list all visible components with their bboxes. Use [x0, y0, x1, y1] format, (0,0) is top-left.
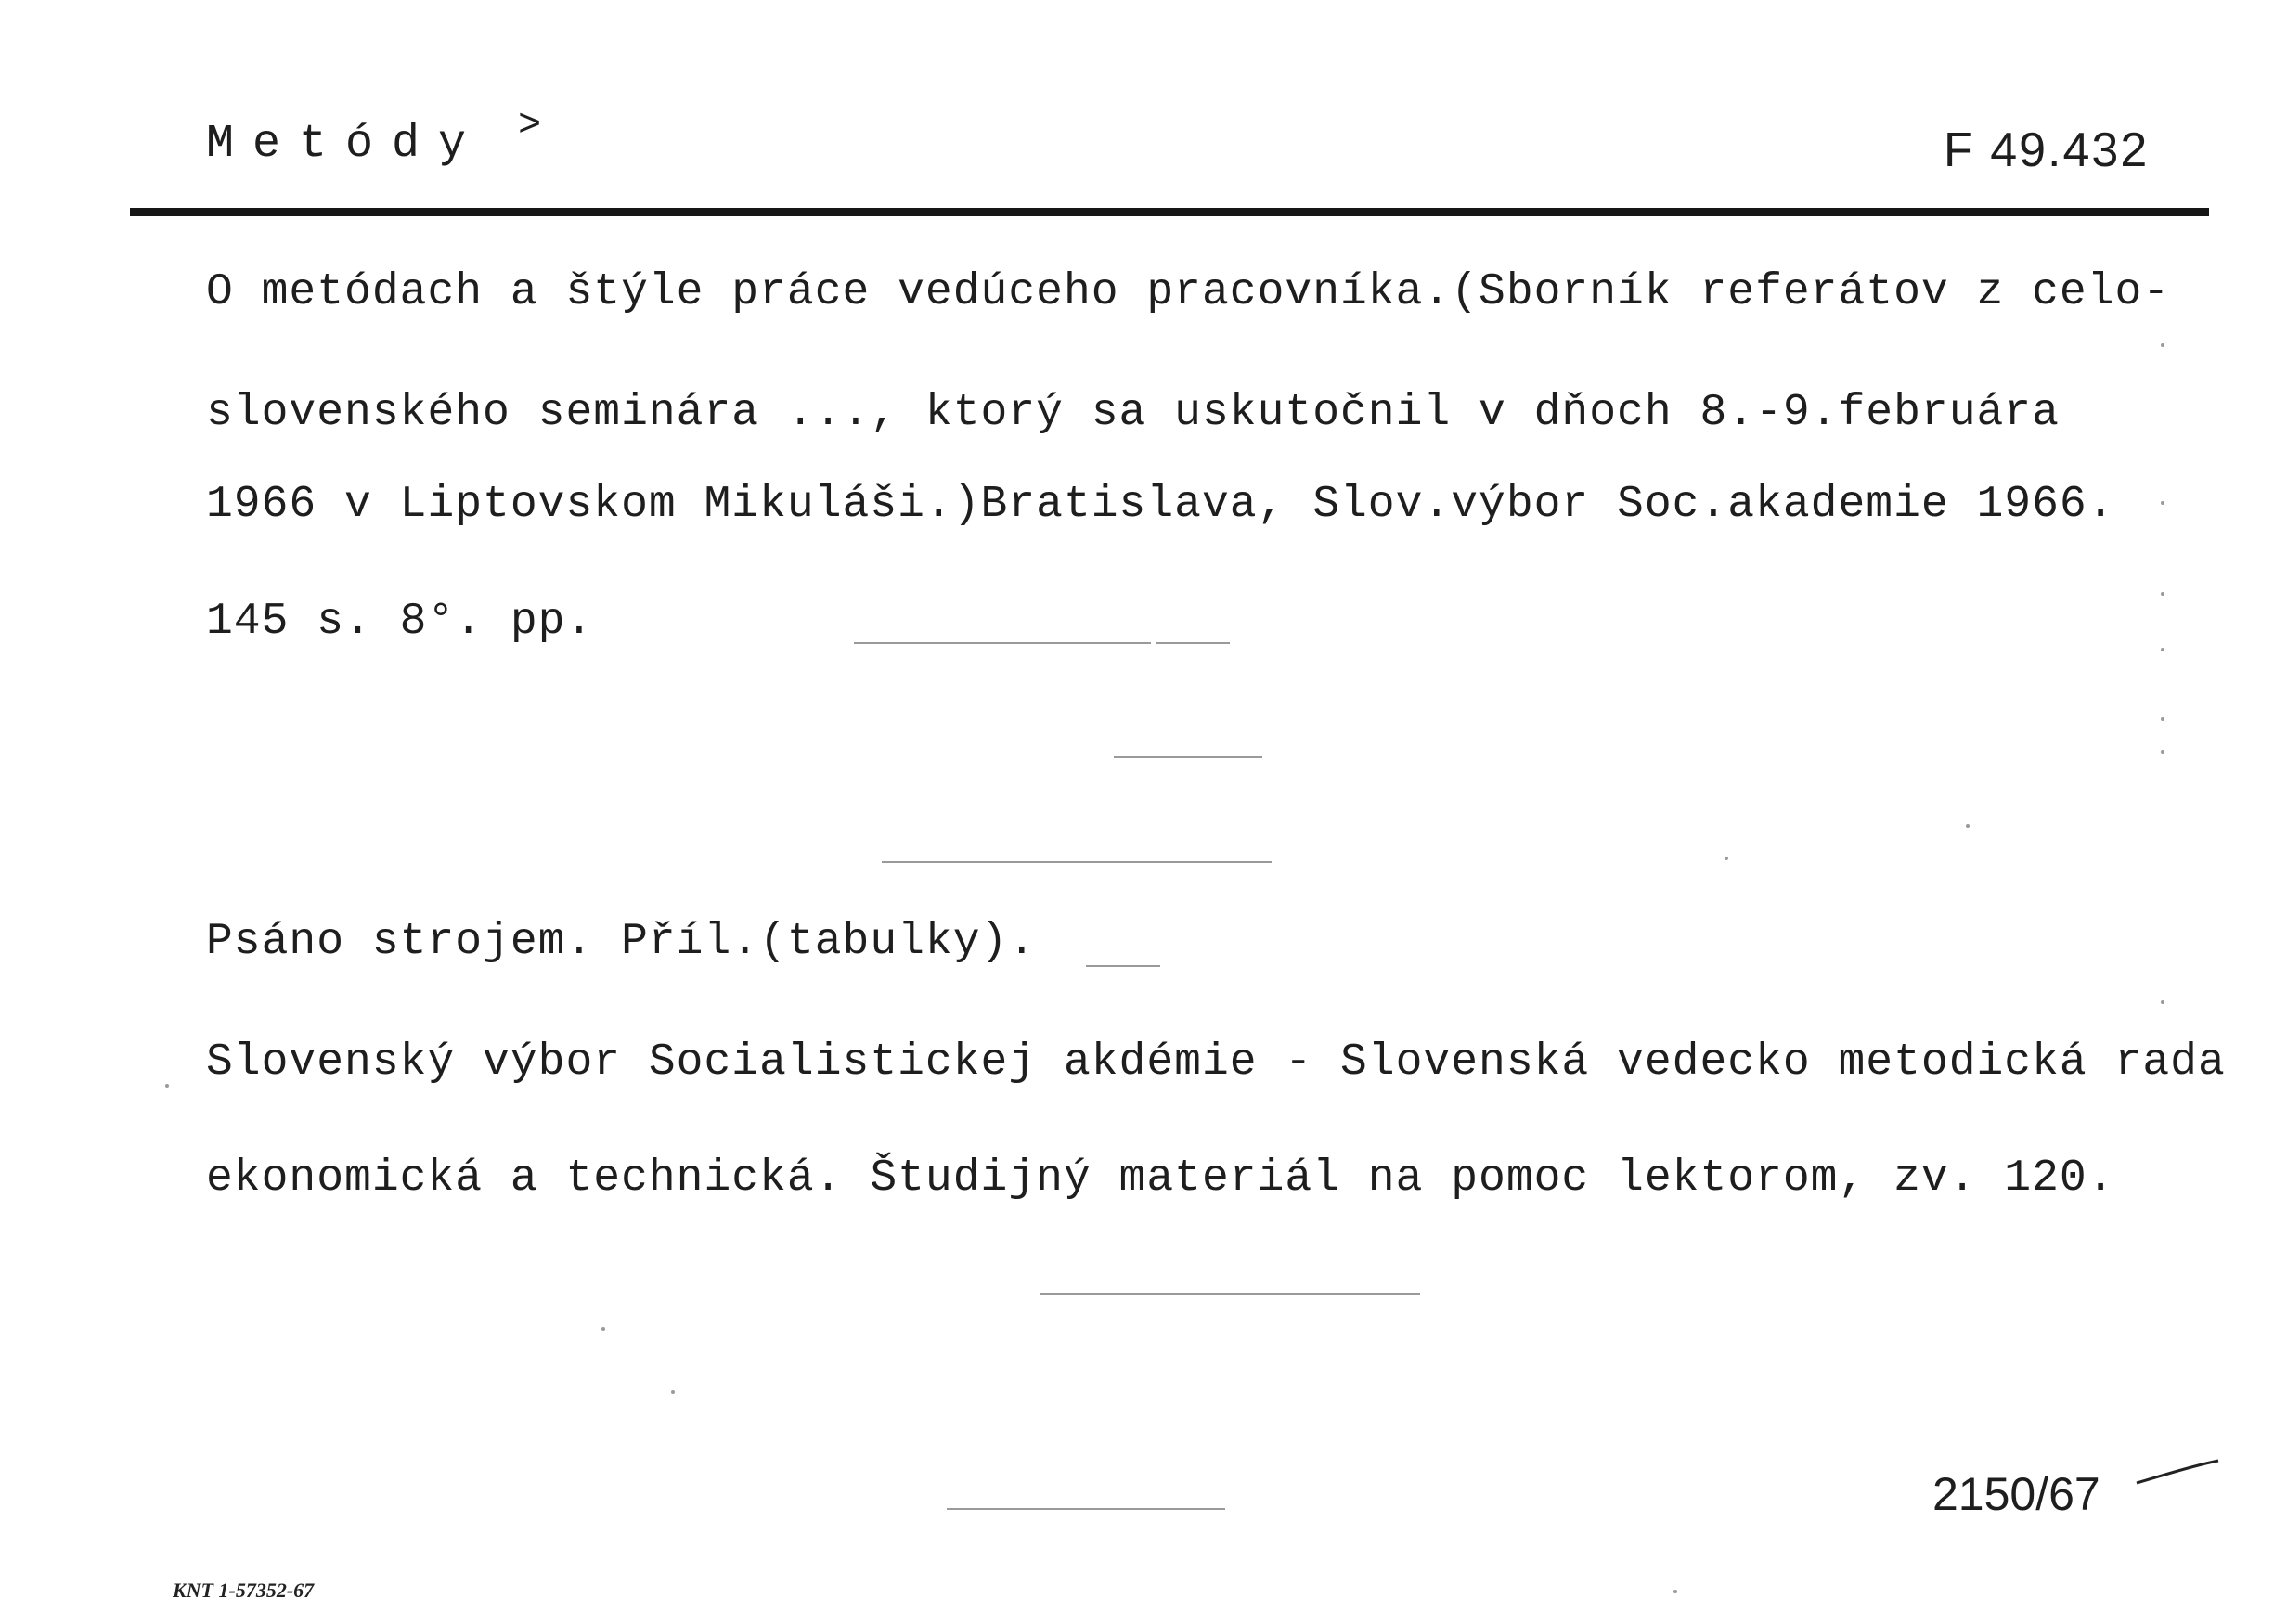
accession-dash-mark: [2135, 1459, 2220, 1487]
accession-number: 2150/67: [1932, 1468, 2100, 1520]
note-line: Psáno strojem. Příl.(tabulky).: [206, 917, 1037, 967]
heading-annotation-mark: >: [518, 103, 542, 148]
collation-line: 145 s. 8°. pp.: [206, 597, 594, 647]
imprint-line: 1966 v Liptovskom Mikuláši.)Bratislava, Slov.výbor Soc.akademie 1966.: [206, 480, 2115, 530]
printer-code: KNT 1-57352-67: [173, 1579, 315, 1602]
call-number: F 49.432: [1944, 123, 2150, 177]
title-line-1: O metódach a štýle práce vedúceho pracovníka.(Sborník referátov z celo-: [206, 267, 2171, 317]
card-heading: Metódy: [206, 118, 485, 171]
series-line-2: ekonomická a technická. Študijný materiál na pomoc lektorom, zv. 120.: [206, 1154, 2115, 1204]
title-line-2: slovenského seminára ..., ktorý sa uskutočnil v dňoch 8.-9.februára: [206, 388, 2060, 438]
series-line-1: Slovenský výbor Socialistickej akdémie - Slovenská vedecko metodická rada: [206, 1038, 2226, 1088]
heading-rule: [130, 208, 2209, 216]
